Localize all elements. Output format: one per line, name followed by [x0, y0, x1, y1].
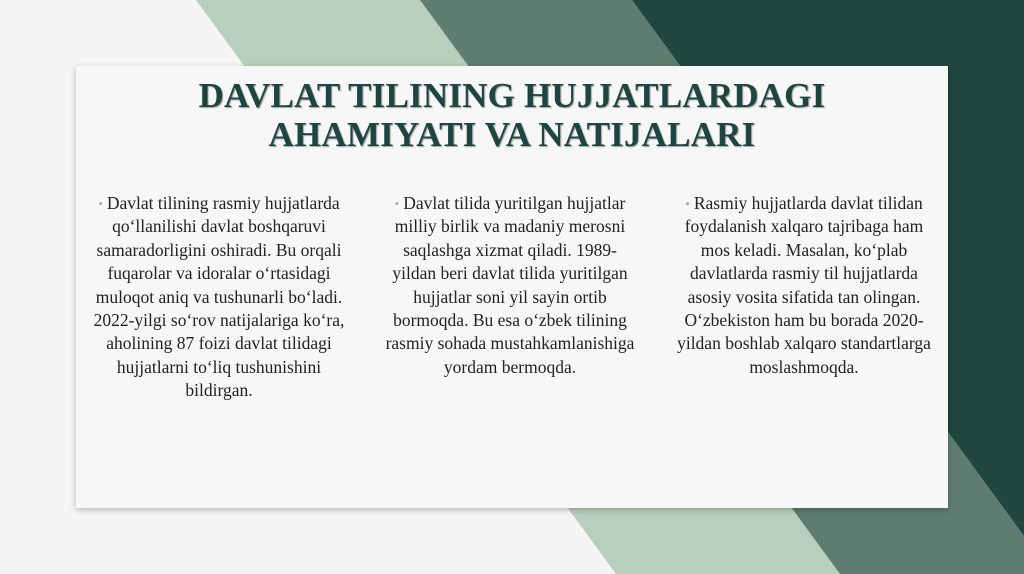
content-card [76, 66, 948, 508]
column-3 [676, 192, 932, 379]
column-2-text: Davlat tilida yuritilgan hujjatlar milliy birlik va madaniy merosni saqlashga xizmat qiladi. 1989-yildan beri davlat tilida yuritilgan hujjatlar soni yil sayin ortib bormoqda. Bu esa o‘zbek tilining rasmiy sohada mustahkamlanishiga yordam bermoqda. [385, 193, 635, 377]
bullet-icon: • [685, 196, 690, 211]
column-1-text: Davlat tilining rasmiy hujjatlarda qo‘llanilishi davlat boshqaruvi samaradorligini oshiradi. Bu orqali fuqarolar va idoralar o‘rtasidagi muloqot aniq va tushunarli bo‘ladi. 2022-yilgi so‘rov natijalariga ko‘ra, aholining 87 foizi davlat tilidagi hujjatlarni to‘liq tushunishini bildirgan. [93, 193, 345, 401]
bullet-icon: • [394, 196, 400, 211]
column-3-text: Rasmiy hujjatlarda davlat tilidan foydalanish xalqaro tajribaga ham mos keladi. Masalan, ko‘plab davlatlarda rasmiy til hujjatlarda asosiy vosita sifatida tan olingan. O‘zbekiston ham bu borada 2020-yildan boshlab xalqaro standartlarga moslashmoqda. [677, 193, 931, 377]
slide-title [76, 76, 948, 154]
column-2 [382, 192, 638, 379]
column-1 [91, 192, 347, 403]
bullet-icon: • [98, 196, 103, 211]
title-line-1: DAVLAT TILINING HUJJATLARDAGI [198, 76, 826, 115]
title-line-2: AHAMIYATI VA NATIJALARI [268, 115, 756, 154]
